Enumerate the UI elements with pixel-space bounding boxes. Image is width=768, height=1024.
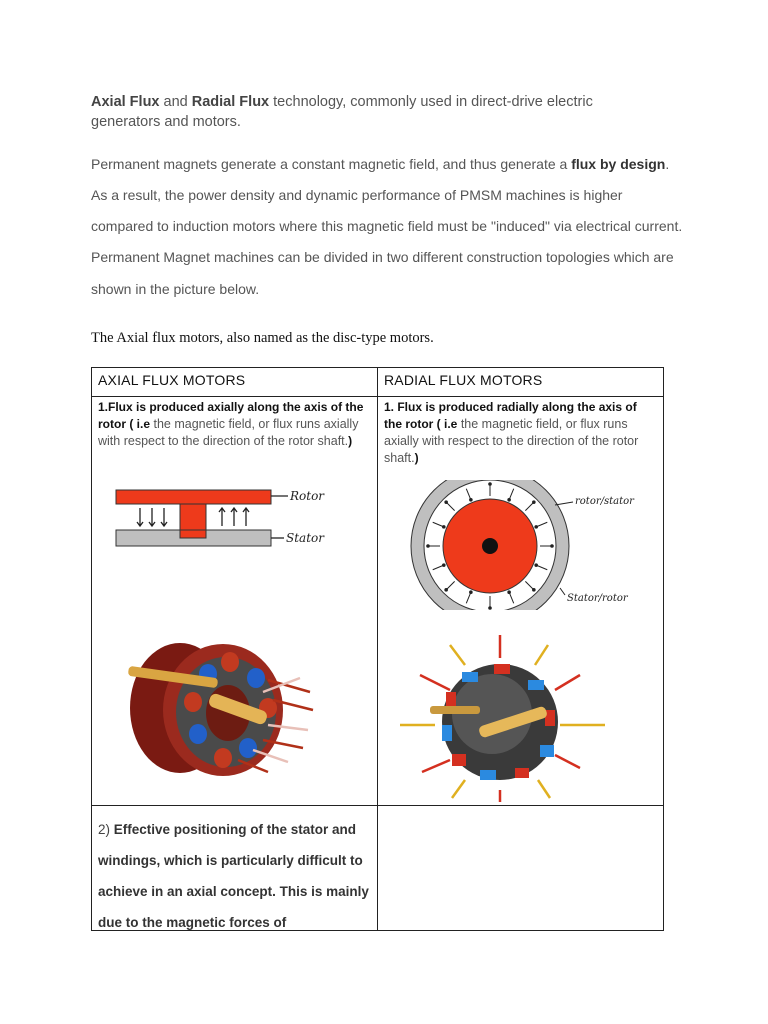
rotor-stator-label: rotor/stator (575, 496, 634, 507)
heading-and: and (163, 94, 188, 110)
body-line-4: Permanent Magnet machines can be divided in two different construction topologies which are (91, 249, 674, 265)
flux-arrow-head (535, 564, 538, 567)
axial-flux-diagram (110, 480, 350, 555)
row3-number: 2) (98, 822, 111, 837)
radial-description-rest: the magnetic field, or flux runs axially with respect to the direction of the rotor shaft. (384, 417, 639, 465)
header-radial-label: RADIAL FLUX MOTORS (384, 372, 543, 388)
axial-description-bold: 1.Flux is produced axially along the axis of the rotor ( i.e (98, 400, 364, 431)
radial-description-bold: 1. Flux is produced radially along the axis of the rotor ( i.e (384, 400, 637, 431)
row3-text: Effective positioning of the stator and windings, which is particularly difficult to achieve in an axial concept. This is mainly due to the magnetic forces of (98, 822, 369, 930)
serif-intro-line: The Axial flux motors, also named as the disc-type motors. (91, 330, 434, 346)
stator-rotor-label: Stator/rotor (567, 593, 628, 604)
flux-arrow-head (535, 526, 538, 529)
flux-arrow-head (508, 591, 511, 594)
flux-arrow-head (489, 483, 492, 486)
flux-arrow-head (443, 564, 446, 567)
flux-arrow-head (427, 545, 430, 548)
flux-arrow-head (443, 526, 446, 529)
flux-arrow-head (470, 499, 473, 502)
radial-motor-illustration (390, 630, 640, 805)
header-axial-label: AXIAL FLUX MOTORS (98, 372, 246, 388)
header-radial-flux (377, 367, 664, 397)
flux-arrow-head (445, 589, 448, 592)
body-line-2: As a result, the power density and dynamic performance of PMSM machines is higher (91, 187, 623, 203)
axial-motor-illustration (118, 630, 318, 780)
heading-paragraph (91, 92, 651, 132)
heading-radial: Radial Flux (191, 94, 270, 110)
flux-arrow-head (445, 501, 448, 504)
flux-by-design: flux by design (571, 156, 666, 172)
radial-description-close: ) (414, 451, 419, 465)
rotor-label: Rotor (290, 489, 325, 503)
axial-description (92, 397, 377, 452)
flux-arrow-head (533, 589, 536, 592)
body-line-3: compared to induction motors where this magnetic field must be "induced" via electrical current. (91, 218, 683, 234)
heading-rest: technology, commonly used in direct-drive electric generators and motors. (91, 94, 593, 130)
axial-description-close: ) (348, 434, 353, 448)
cell-empty (377, 805, 664, 931)
radial-description (378, 397, 663, 469)
body-line-1-period: . (665, 156, 670, 172)
body-line-5: shown in the picture below. (91, 281, 260, 297)
cell-positioning (91, 805, 378, 931)
axial-description-rest: the magnetic field, or flux runs axially with respect to the direction of the rotor shaft. (98, 417, 359, 448)
flux-arrow-head (551, 545, 554, 548)
flux-arrow-head (470, 591, 473, 594)
flux-arrow-head (489, 607, 492, 610)
radial-flux-diagram (405, 480, 660, 610)
body-line-1 (91, 155, 669, 173)
heading-axial: Axial Flux (91, 94, 160, 110)
body-line-1-text: Permanent magnets generate a constant magnetic field, and thus generate a (91, 156, 568, 172)
stator-label: Stator (286, 531, 324, 545)
flux-arrow-head (508, 499, 511, 502)
flux-arrow-head (533, 501, 536, 504)
header-axial-flux (91, 367, 378, 397)
